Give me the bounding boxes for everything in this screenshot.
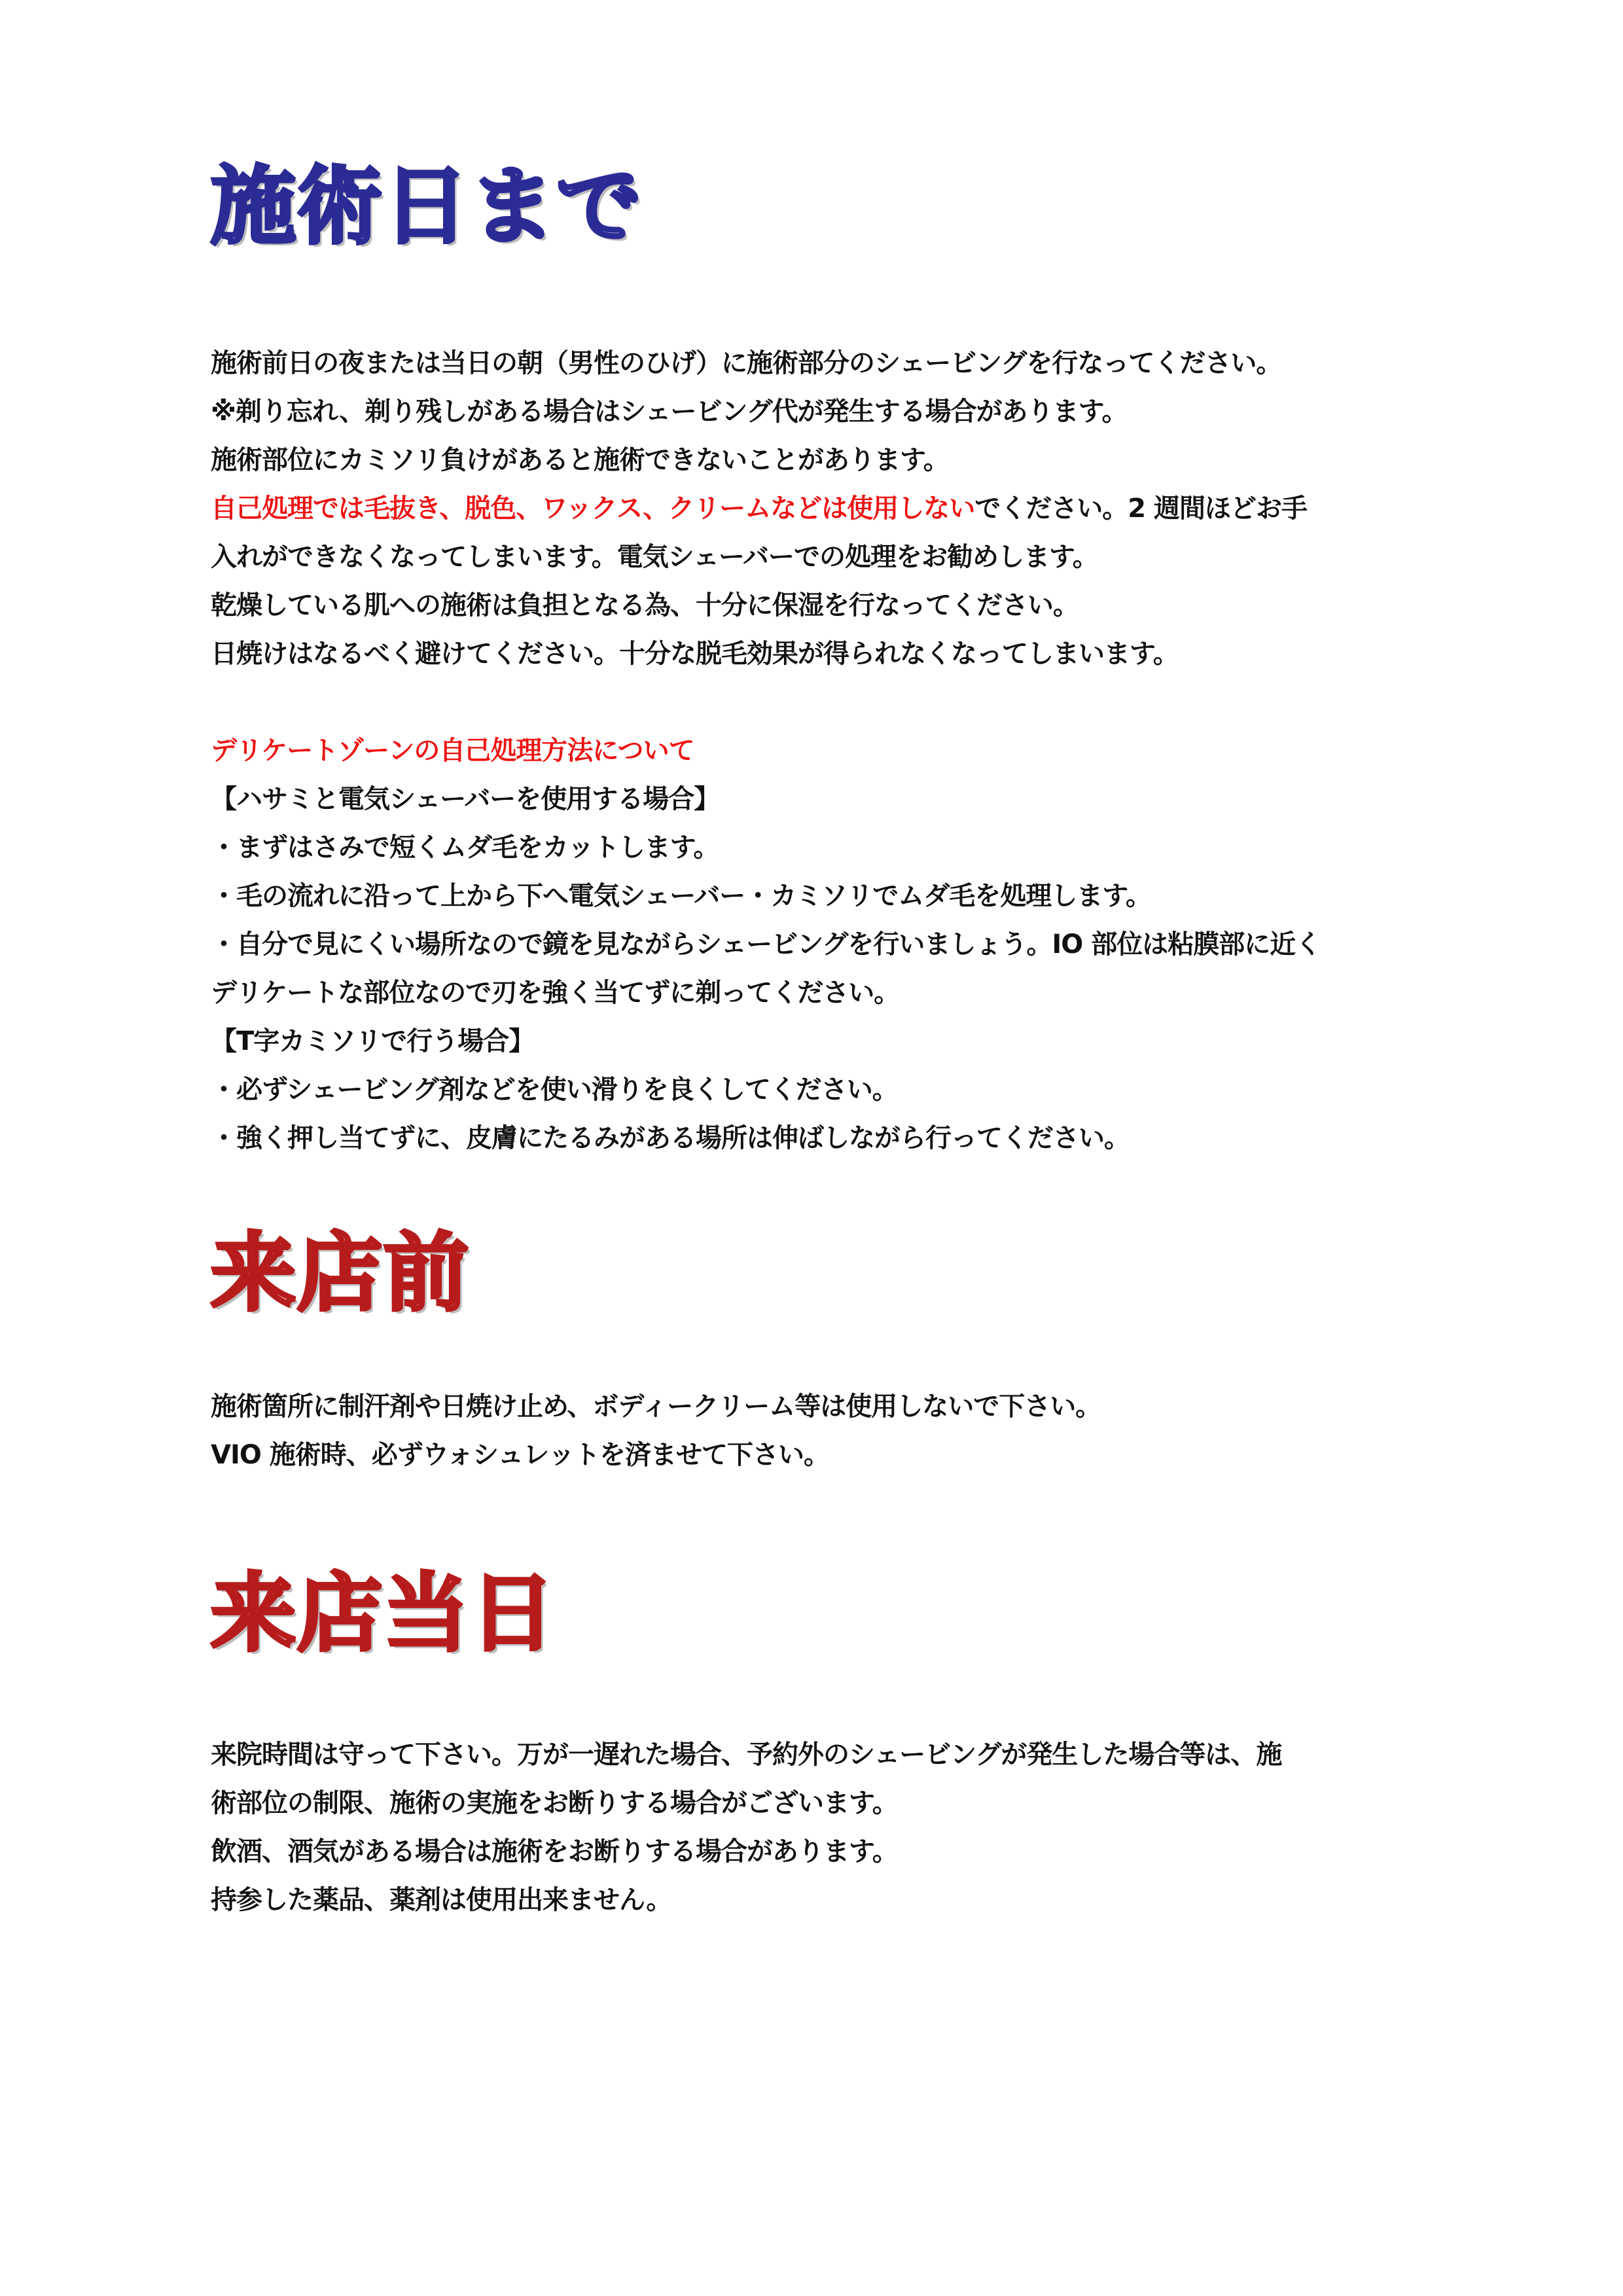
text-line: 飲酒、酒気がある場合は施術をお断りする場合があります。 bbox=[211, 1837, 898, 1867]
text-line: 来院時間は守って下さい。万が一遅れた場合、予約外のシェービングが発生した場合等は、施 bbox=[211, 1740, 1282, 1770]
warning-line bbox=[211, 484, 1415, 533]
text-line: ・必ずシェービング剤などを使い滑りを良くしてください。 bbox=[211, 1075, 898, 1105]
visit-day-body bbox=[211, 1731, 1415, 1924]
section-before-visit bbox=[211, 1224, 1415, 1479]
text-line: 施術箇所に制汗剤や日焼け止め、ボディークリーム等は使用しないで下さい。 bbox=[211, 1391, 1101, 1422]
text-line: 入れができなくなってしまいます。電気シェーバーでの処理をお勧めします。 bbox=[211, 542, 1098, 572]
text-line: 【T字カミソリで行う場合】 bbox=[211, 1026, 535, 1056]
text-line: 施術前日の夜または当日の朝（男性のひげ）に施術部分のシェービングを行なってください。 bbox=[211, 348, 1282, 378]
heading-before-visit: 来店前 bbox=[211, 1223, 471, 1323]
text-line: 【ハサミと電気シェーバーを使用する場合】 bbox=[211, 784, 720, 814]
section-visit-day bbox=[211, 1564, 1415, 1924]
text-line: ・自分で見にくい場所なので鏡を見ながらシェービングを行いましょう。IO 部位は粘膜部に近く bbox=[211, 929, 1321, 960]
warning-rest-text: でください。2 週間ほどお手 bbox=[974, 493, 1307, 524]
text-line: 乾燥している肌への施術は負担となる為、十分に保湿を行なってください。 bbox=[211, 590, 1079, 620]
text-line: VIO 施術時、必ずウォシュレットを済ませて下さい。 bbox=[211, 1440, 829, 1470]
text-line: 日焼けはなるべく避けてください。十分な脱毛効果が得られなくなってしまいます。 bbox=[211, 639, 1179, 669]
before-treatment-body bbox=[211, 339, 1415, 1162]
text-line: 施術部位にカミソリ負けがあると施術できないことがあります。 bbox=[211, 445, 949, 475]
heading-visit-day: 来店当日 bbox=[211, 1564, 557, 1663]
spacer bbox=[211, 678, 1415, 726]
text-line: デリケートな部位なので刃を強く当てずに剃ってください。 bbox=[211, 978, 900, 1008]
subheading-delicate-zone: デリケートゾーンの自己処理方法について bbox=[211, 736, 694, 766]
text-line: ・強く押し当てずに、皮膚にたるみがある場所は伸ばしながら行ってください。 bbox=[211, 1123, 1130, 1153]
text-line: ※剃り忘れ、剃り残しがある場合はシェービング代が発生する場合があります。 bbox=[211, 397, 1128, 427]
text-line: 術部位の制限、施術の実施をお断りする場合がございます。 bbox=[211, 1788, 898, 1818]
text-line: ・まずはさみで短くムダ毛をカットします。 bbox=[211, 833, 719, 863]
heading-before-treatment: 施術日まで bbox=[211, 156, 643, 256]
text-line: ・毛の流れに沿って上から下へ電気シェーバー・カミソリでムダ毛を処理します。 bbox=[211, 881, 1151, 911]
section-before-treatment bbox=[211, 157, 1415, 1162]
before-visit-body bbox=[211, 1382, 1415, 1479]
text-line: 持参した薬品、薬剤は使用出来ません。 bbox=[211, 1885, 672, 1915]
warning-red-text: 自己処理では毛抜き、脱色、ワックス、クリームなどは使用しない bbox=[211, 493, 975, 524]
